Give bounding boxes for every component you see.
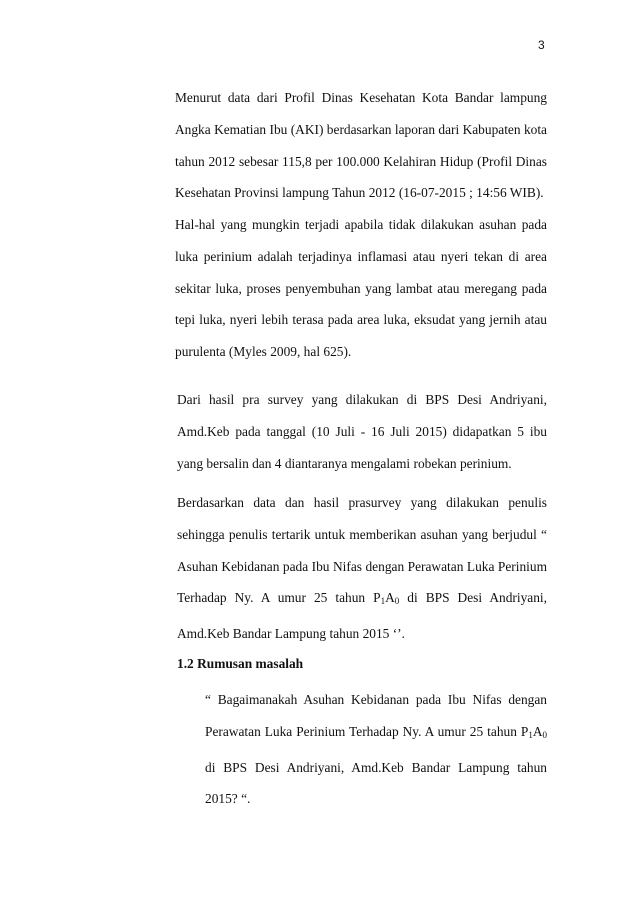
subscript-abortus: 0 [542, 729, 547, 740]
paragraph-aki-data: Menurut data dari Profil Dinas Kesehatan Kota Bandar lampung Angka Kematian Ibu (AKI) berdasarkan laporan dari Kabupaten kota tahun 2012 sebesar 115,8 per 100.000 Kelahiran Hidup (Profil Dinas Kesehatan Provinsi lampung Tahun 2012 (16-07-2015 ; 14:56 WIB). [175, 90, 547, 201]
paragraph-title-rationale [177, 487, 547, 650]
page-number: 3 [538, 38, 545, 52]
question-text: “ Bagaimanakah Asuhan Kebidanan pada Ibu Nifas dengan Perawatan Luka Perinium Terhadap Ny. A umur 25 tahun P [205, 692, 547, 739]
section-heading: 1.2 Rumusan masalah [177, 656, 304, 671]
question-text: A [532, 723, 543, 739]
paragraph-pre-survey: Dari hasil pra survey yang dilakukan di BPS Desi Andriyani, Amd.Keb pada tanggal (10 Juli - 16 Juli 2015) didapatkan 5 ibu yang bersalin dan 4 diantaranya mengalami robekan perinium. [177, 392, 547, 471]
subscript-abortus: 0 [394, 596, 400, 607]
research-question [205, 684, 547, 815]
paragraph-text: A [385, 590, 395, 606]
paragraph-perineum-risks: Hal-hal yang mungkin terjadi apabila tidak dilakukan asuhan pada luka perinium adalah terjadinya inflamasi atau nyeri tekan di area sekitar luka, proses penyembuhan yang lambat atau meregang pada tepi luka, nyeri lebih terasa pada area luka, eksudat yang jernih atau purulenta (Myles 2009, hal 625). [175, 217, 547, 360]
paragraph-text: di BPS Desi Andriyani, Amd.Keb Bandar Lampung tahun 2015 ‘’. [177, 590, 547, 642]
question-text: di BPS Desi Andriyani, Amd.Keb Bandar Lampung tahun 2015? “. [205, 759, 547, 807]
paragraph-text: Berdasarkan data dan hasil prasurvey yang dilakukan penulis sehingga penulis tertarik untuk memberikan asuhan yang berjudul “ Asuhan Kebidanan pada Ibu Nifas dengan Perawatan Luka Perinium Terhadap Ny. A umur 25 tahun P [177, 495, 547, 606]
subscript-parity: 1 [528, 729, 533, 740]
subscript-parity: 1 [380, 596, 386, 607]
